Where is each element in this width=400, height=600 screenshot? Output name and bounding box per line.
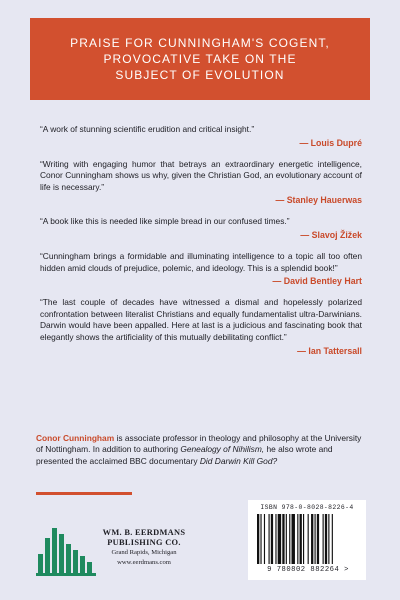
banner-line-1: PRAISE FOR CUNNINGHAM'S COGENT, xyxy=(70,36,330,50)
quote-hauerwas xyxy=(40,159,362,207)
quote-author: — Stanley Hauerwas xyxy=(275,195,362,206)
author-bio xyxy=(36,433,366,467)
banner-line-3: SUBJECT OF EVOLUTION xyxy=(115,68,285,82)
quotes-section xyxy=(40,124,362,367)
banner-line-2: PROVOCATIVE TAKE ON THE xyxy=(103,52,297,66)
quote-text: “Writing with engaging humor that betrays an extraordinary energetic intelligence, Conor Cunningham shows us why, given the Christian God, an evolutionary account of life is necessary.” xyxy=(40,158,362,192)
quote-author: — Ian Tattersall xyxy=(297,345,362,356)
isbn-barcode xyxy=(248,500,366,580)
quote-text: “Cunningham brings a formidable and illuminating intelligence to a topic all too often hidden amid clouds of prejudice, polemic, and ideology. This is a splendid book!” xyxy=(40,250,362,273)
bio-text-2: he also wrote and presented the acclaimed BBC documentary xyxy=(36,444,333,466)
barcode-digits: 9 780802 882264 > xyxy=(267,566,349,574)
quote-text: “A book like this is needed like simple bread in our confused times.” xyxy=(40,216,290,227)
book-title-genealogy: Genealogy of Nihilism, xyxy=(180,444,265,455)
eerdmans-tree-logo-icon xyxy=(36,524,96,576)
publisher-city: Grand Rapids, Michigan xyxy=(111,549,177,556)
quote-hart xyxy=(40,251,362,287)
bio-text-1: is associate professor in theology and philosophy at the University of Nottingham. In addition to authoring xyxy=(36,433,362,455)
praise-banner xyxy=(30,18,370,100)
quote-tattersall xyxy=(40,297,362,356)
barcode-icon xyxy=(257,514,361,564)
publisher-logo xyxy=(36,520,186,580)
quote-text: “The last couple of decades have witnessed a dismal and hopelessly polarized confrontation between literalist Christians and equally fundamentalist ultra-Darwinians. Darwin would have been appalled. Here at last is a judicious and fascinating book that elegantly shows the artificiality of this mutually debilitating conflict.” xyxy=(40,297,362,342)
quote-zizek xyxy=(40,216,362,241)
quote-dupre xyxy=(40,124,362,149)
accent-rule xyxy=(36,492,132,495)
quote-author: — Louis Dupré xyxy=(299,137,362,148)
book-title-darwin: Did Darwin Kill God? xyxy=(199,455,278,466)
isbn-label: ISBN 978-0-8028-8226-4 xyxy=(260,504,354,511)
publisher-company: PUBLISHING CO. xyxy=(107,538,181,547)
quote-author: — David Bentley Hart xyxy=(272,276,362,287)
publisher-url: www.eerdmans.com xyxy=(117,559,171,566)
publisher-text xyxy=(99,528,189,568)
author-name: Conor Cunningham xyxy=(36,433,115,443)
publisher-name: WM. B. EERDMANS xyxy=(102,528,186,537)
quote-text: “A work of stunning scientific erudition and critical insight.” xyxy=(40,124,255,134)
quote-author: — Slavoj Žižek xyxy=(300,229,362,240)
